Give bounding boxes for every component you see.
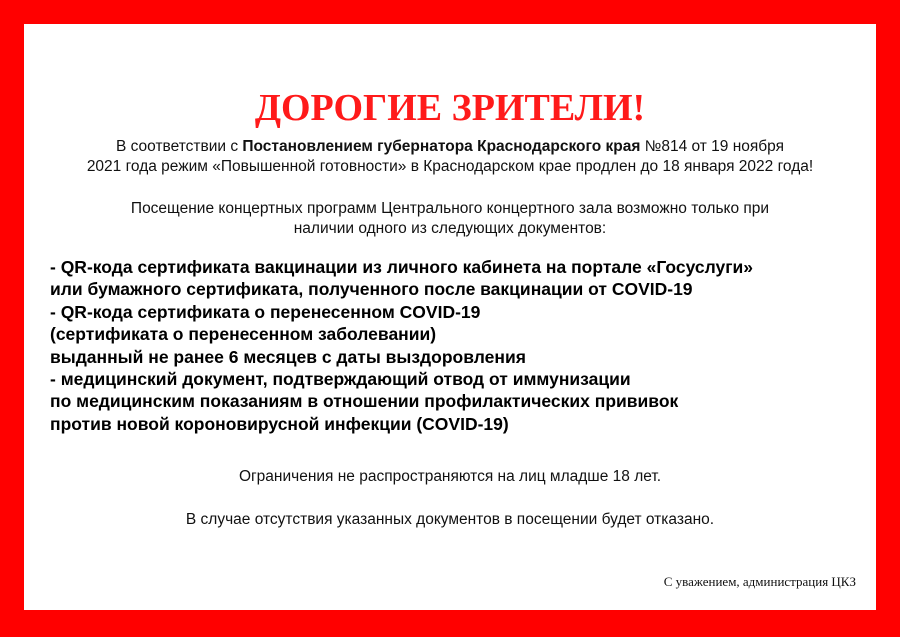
intro-lead: В соответствии с	[115, 138, 243, 155]
document-line: - QR-кода сертификата вакцинации из личного кабинета на портале «Госуслуги»	[50, 257, 753, 277]
intro-regime-extension: 2021 года режим «Повышенной готовности» в Краснодарском крае продлен до 18 января 2022 года!	[86, 158, 814, 175]
intro-decree-name: Постановлением губернатора Краснодарского края	[242, 138, 641, 155]
document-line: - медицинский документ, подтверждающий отвод от иммунизации	[50, 369, 631, 390]
visit-line-1: Посещение концертных программ Центрального концертного зала возможно только при	[130, 200, 770, 217]
intro-decree-number-date: №814 от 19 ноября	[640, 138, 785, 155]
notice-title: ДОРОГИЕ ЗРИТЕЛИ!	[254, 87, 646, 129]
intro-paragraph	[24, 137, 876, 177]
document-line: - QR-кода сертификата о перенесенном COVID-19	[50, 301, 481, 322]
signature: С уважением, администрация ЦКЗ	[663, 574, 856, 589]
visit-paragraph	[24, 199, 876, 239]
document-line: по медицинским показаниям в отношении профилактических прививок	[50, 391, 679, 412]
age-restriction-note: Ограничения не распространяются на лиц младше 18 лет.	[238, 468, 662, 485]
document-line: или бумажного сертификата, полученного после вакцинации от COVID-19	[50, 279, 693, 300]
document-line: выданный не ранее 6 месяцев с даты выздоровления	[50, 346, 526, 367]
refusal-note: В случае отсутствия указанных документов в посещении будет отказано.	[185, 511, 715, 528]
document-line: (сертификата о перенесенном заболевании)	[50, 324, 437, 345]
visit-line-2: наличии одного из следующих документов:	[293, 220, 607, 237]
document-line: против новой короновирусной инфекции (COVID-19)	[50, 413, 509, 434]
notice-sheet	[24, 24, 876, 610]
required-documents-list	[50, 256, 870, 435]
